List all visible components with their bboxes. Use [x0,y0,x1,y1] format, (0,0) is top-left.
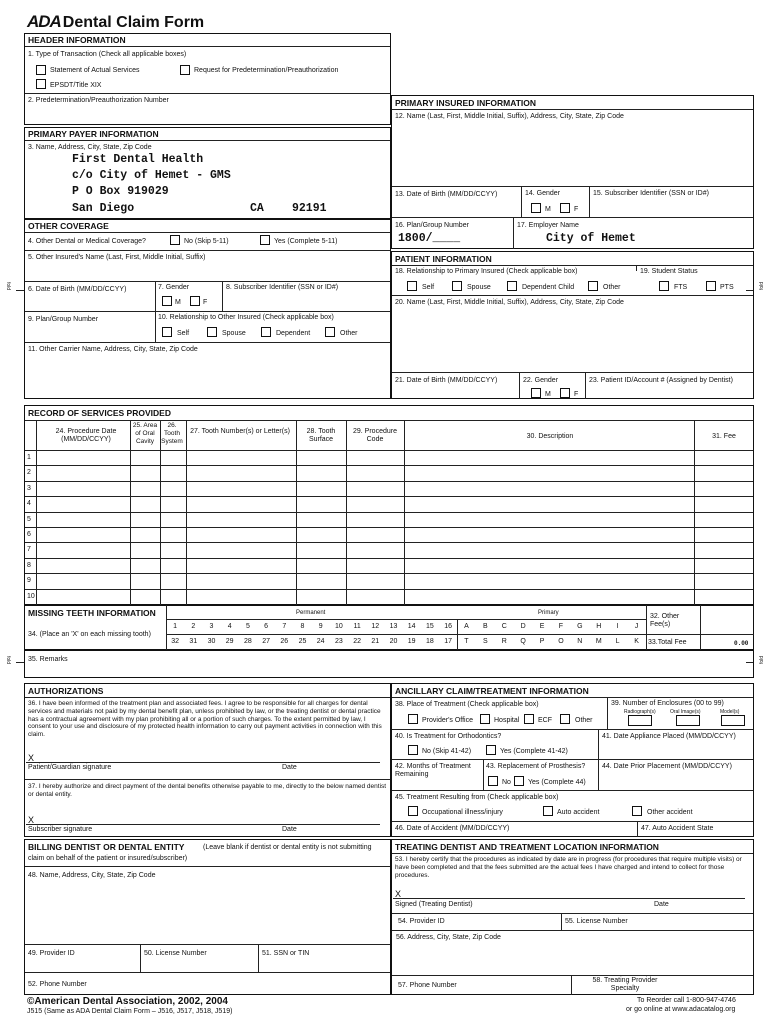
hospital-label: Hospital [494,717,520,724]
employer-name[interactable]: City of Hemet [546,232,636,245]
total-fee-value: 0.00 [734,640,749,647]
service-column-line [694,420,695,605]
field-6-label: 6. Date of Birth (MM/DD/CCYY) [28,286,127,293]
form-title-block [27,12,204,32]
patient-gender-m: M [545,391,551,398]
option-other-coverage-no: No (Skip 5-11) [184,238,229,245]
tooth-cell[interactable]: 12 [371,623,380,630]
checkbox-ecf[interactable] [524,714,534,724]
tooth-cell[interactable]: G [577,623,583,630]
field-45-label: 45. Treatment Resulting from (Check applicable box) [395,794,559,801]
tooth-cell[interactable]: 18 [425,638,434,645]
patient-other: Other [603,284,621,291]
other-gender-f: F [203,299,208,306]
checkbox-actual-services[interactable] [36,65,46,75]
tooth-cell[interactable]: 9 [318,623,323,630]
tooth-cell[interactable]: 24 [316,638,325,645]
field-13-label: 13. Date of Birth (MM/DD/CCYY) [395,191,498,198]
field-15-label: 15. Subscriber Identifier (SSN or ID#) [593,190,709,197]
ortho-no-label: No (Skip 41-42) [422,748,472,755]
treating-sig-x: X [395,889,402,899]
tooth-cell[interactable]: I [616,623,619,630]
tooth-cell[interactable]: 32 [171,638,179,645]
ada-logo: ADA [27,12,61,31]
service-column-line [130,420,131,605]
patient-signature-label: Patient/Guardian signature [28,764,112,771]
patient-date-label: Date [282,764,297,771]
tooth-cell[interactable]: 25 [298,638,307,645]
service-row-number: 1 [27,454,31,461]
rel-dependent: Dependent [276,330,311,337]
service-row-number: 6 [27,531,31,538]
fold-mark-left-top: fold [5,281,12,291]
field-16-label: 16. Plan/Group Number [395,222,469,229]
checkbox-pts[interactable] [706,281,716,291]
tooth-cell[interactable]: 14 [407,623,416,630]
field-7-label: 7. Gender [158,284,190,291]
field-2-label: 2. Predetermination/Preauthorization Number [28,97,169,104]
service-column-line [404,420,405,605]
tooth-cell[interactable]: 23 [334,638,343,645]
reorder-web: or go online at www.adacatalog.org [626,1006,736,1013]
treating-section-title: TREATING DENTIST AND TREATMENT LOCATION INFORMATION [395,842,659,852]
tooth-cell[interactable]: 16 [444,623,452,630]
tooth-cell[interactable]: B [483,623,488,630]
tooth-cell[interactable]: H [596,623,602,630]
rel-self: Self [177,330,190,337]
service-row-number: 2 [27,469,31,477]
tooth-cell[interactable]: 15 [425,623,434,630]
service-row-number: 9 [27,577,31,585]
insured-section-title: PRIMARY INSURED INFORMATION [395,98,537,108]
tooth-cell[interactable]: 31 [189,638,198,645]
service-row-number: 5 [27,515,31,523]
other-coverage-section [24,219,391,399]
checkbox-patient-gender-f[interactable] [560,388,570,398]
prosthesis-no-label: No [502,779,511,786]
field-38-label: 38. Place of Treatment (Check applicable box) [395,701,539,708]
field-46-label: 46. Date of Accident (MM/DD/CCYY) [395,825,510,832]
field-22-label: 22. Gender [523,377,559,384]
tooth-cell[interactable]: 5 [245,623,250,630]
tooth-cell[interactable]: T [464,638,469,645]
checkbox-ortho-no[interactable] [408,745,418,755]
tooth-cell[interactable]: 2 [191,623,196,630]
student-fts: FTS [674,284,688,291]
field-41-label: 41. Date Appliance Placed (MM/DD/CCYY) [602,733,736,740]
service-row-line [25,465,753,466]
subscriber-sig-x: X [28,815,35,825]
field-58-label: 58. Treating Provider Specialty [592,977,658,992]
checkbox-providers-office[interactable] [408,714,418,724]
plan-group-number[interactable]: 1800/____ [398,232,461,245]
checkbox-hospital[interactable] [480,714,490,724]
checkbox-epsdt[interactable] [36,79,46,89]
option-predetermination: Request for Predetermination/Preauthorization [194,67,339,74]
service-row-number: 3 [27,484,31,492]
col-31-header: 31. Fee [712,433,736,440]
service-column-line [296,420,297,605]
tooth-cell[interactable]: 19 [407,638,416,645]
form-title: Dental Claim Form [62,14,205,31]
payer-section-title: PRIMARY PAYER INFORMATION [28,129,159,139]
service-row-line [25,589,753,590]
service-column-line [186,420,187,605]
other-gender-m: M [175,299,181,306]
field-1-label: 1. Type of Transaction (Check all applicable boxes) [28,51,187,58]
patient-spouse: Spouse [467,284,491,291]
enclosures-oral-images-box[interactable] [676,715,700,726]
checkbox-occupational[interactable] [408,806,418,816]
tooth-cell[interactable]: 6 [264,623,269,630]
tooth-cell[interactable]: 20 [389,638,398,645]
tooth-cell[interactable]: S [483,638,488,645]
service-row-number: 4 [27,500,31,508]
reorder-phone: To Reorder call 1-800-947-4746 [637,997,736,1004]
field-11-label: 11. Other Carrier Name, Address, City, State, Zip Code [28,346,198,353]
field-33-label: 33.Total Fee [648,639,687,646]
treating-signature-label: Signed (Treating Dentist) [395,901,473,908]
checkbox-patient-gender-m[interactable] [531,388,541,398]
field-35-label: 35. Remarks [28,656,68,663]
field-17-label: 17. Employer Name [517,222,579,229]
other-accident-label: Other accident [647,809,693,816]
field-36-text: 36. I have been informed of the treatment plan and associated fees. I agree to be responsible for all charges for dental services and materials not paid by my dental benefit plan, unless prohibited by law, or the treating dentist or dental practice has a contractual agreement with my plan prohibiting all or a portion of such charges. To the extent permitted by law, I consent to your use and disclosure of my protected health information to carry out payment activities in connection with this claim. [28,700,382,739]
insured-gender-f: F [574,206,579,213]
option-actual-services: Statement of Actual Services [50,67,140,74]
service-row-line [25,481,753,482]
services-section-title: RECORD OF SERVICES PROVIDED [28,408,171,418]
tooth-cell[interactable]: 22 [353,638,361,645]
patient-self: Self [422,284,435,291]
checkbox-auto-accident[interactable] [543,806,553,816]
option-epsdt: EPSDT/Title XIX [50,82,102,89]
field-49-label: 49. Provider ID [28,950,75,957]
option-other-coverage-yes: Yes (Complete 5-11) [274,238,338,245]
service-column-line [160,420,161,605]
field-48-label: 48. Name, Address, City, State, Zip Code [28,872,156,879]
field-47-label: 47. Auto Accident State [641,825,714,832]
tooth-cell[interactable]: C [501,623,507,630]
other-coverage-title: OTHER COVERAGE [28,221,109,231]
col-28-header: 28. Tooth Surface [306,428,336,443]
field-39-label: 39. Number of Enclosures (00 to 99) [611,700,724,707]
checkbox-other-gender-m[interactable] [162,296,172,306]
service-row-line [25,527,753,528]
treating-date-label: Date [654,901,669,908]
col-27-header: 27. Tooth Number(s) or Letter(s) [190,428,290,435]
checkbox-insured-gender-m[interactable] [531,203,541,213]
col-25-header: 25. Area of Oral Cavity [132,422,158,445]
patient-section-title: PATIENT INFORMATION [395,254,492,264]
service-row-line [25,558,753,559]
tooth-cell[interactable]: M [595,638,602,645]
field-57-label: 57. Phone Number [398,982,457,989]
field-12-label: 12. Name (Last, First, Middle Initial, Suffix), Address, City, State, Zip Code [395,113,624,120]
billing-note: (Leave blank if dentist or dental entity is not submitting [203,844,372,851]
tooth-cell[interactable]: L [615,638,620,645]
tooth-cell[interactable]: 27 [262,638,270,645]
checkbox-prosthesis-yes[interactable] [514,776,524,786]
checkbox-prosthesis-no[interactable] [488,776,498,786]
primary-label: Primary [538,610,559,616]
checkbox-predetermination[interactable] [180,65,190,75]
col-29-header: 29. Procedure Code [353,428,397,443]
service-row-line [25,512,753,513]
tooth-cell[interactable]: R [501,638,507,645]
payer-city[interactable]: San Diego [72,202,135,215]
ancillary-section-title: ANCILLARY CLAIM/TREATMENT INFORMATION [395,686,589,696]
field-40-label: 40. Is Treatment for Orthodontics? [395,733,502,740]
service-row-number: 10 [27,592,35,600]
auto-accident-label: Auto accident [557,809,600,816]
payer-address-line2[interactable]: c/o City of Hemet - GMS [72,169,231,182]
field-20-label: 20. Name (Last, First, Middle Initial, Suffix), Address, City, State, Zip Code [395,299,624,306]
field-10-label: 10. Relationship to Other Insured (Check applicable box) [158,314,334,321]
catalog-note: J515 (Same as ADA Dental Claim Form – J516, J517, J518, J519) [27,1008,233,1015]
field-14-label: 14. Gender [525,190,561,197]
enclosures-radiographs-box[interactable] [628,715,652,726]
prosthesis-yes-label: Yes (Complete 44) [528,779,586,786]
subscriber-date-label: Date [282,826,297,833]
field-19-label: 19. Student Status [640,268,698,275]
billing-note-2: claim on behalf of the patient or insured/subscriber) [28,855,188,862]
field-8-label: 8. Subscriber Identifier (SSN or ID#) [226,284,339,291]
missing-teeth-title: MISSING TEETH INFORMATION [28,608,156,618]
tooth-cell[interactable]: 3 [209,623,214,630]
insured-gender-m: M [545,206,551,213]
tooth-cell[interactable]: 10 [334,623,343,630]
field-4-label: 4. Other Dental or Medical Coverage? [28,238,146,245]
tooth-cell[interactable]: A [464,623,469,630]
rel-other: Other [340,330,358,337]
field-32-label: 32. Other Fee(s) [650,613,680,628]
tooth-cell[interactable]: 11 [353,623,361,630]
field-55-label: 55. License Number [565,918,628,925]
checkbox-rel-self[interactable] [162,327,172,337]
tooth-cell[interactable]: K [634,638,639,645]
fold-mark-right-top: fold [759,281,766,291]
subscriber-signature-label: Subscriber signature [28,826,93,833]
field-53-text: 53. I hereby certify that the procedures as indicated by date are in progress (for procedures that require multiple visits) or have been completed and that the fees submitted are the actual fees I have charged and intend to collect for those procedures. [395,856,742,879]
payer-zip[interactable]: 92191 [292,202,327,215]
checkbox-patient-dependent[interactable] [507,281,517,291]
field-51-label: 51. SSN or TIN [262,950,310,957]
field-43-label: 43. Replacement of Prosthesis? [486,763,586,770]
tooth-cell[interactable]: N [577,638,583,645]
field-56-label: 56. Address, City, State, Zip Code [396,934,501,941]
radiographs-label: Radiograph(s) [624,709,656,715]
tooth-cell[interactable]: 28 [243,638,252,645]
patient-dependent: Dependent Child [522,284,575,291]
tooth-cell[interactable]: Q [520,638,526,645]
tooth-cell[interactable]: O [558,638,564,645]
fold-mark-right-bottom: fold [759,655,766,665]
tooth-cell[interactable]: 30 [207,638,216,645]
occupational-label: Occupational illness/injury [422,809,503,816]
col-26-header: 26. Tooth System [161,422,183,445]
checkbox-patient-other[interactable] [588,281,598,291]
place-other-label: Other [575,717,593,724]
patient-gender-f: F [574,391,579,398]
copyright: ©American Dental Association, 2002, 2004 [27,996,228,1007]
service-row-line [25,573,753,574]
col-24-header: 24. Procedure Date (MM/DD/CCYY) [55,428,117,443]
field-34-label: 34. (Place an 'X' on each missing tooth) [28,631,151,638]
field-9-label: 9. Plan/Group Number [28,316,99,323]
rel-spouse: Spouse [222,330,246,337]
service-row-number: 8 [27,561,31,569]
tooth-cell[interactable]: 1 [173,623,178,630]
tooth-cell[interactable]: 21 [371,638,380,645]
checkbox-rel-dependent[interactable] [261,327,271,337]
field-18-label: 18. Relationship to Primary Insured (Check applicable box) [395,268,578,275]
field-50-label: 50. License Number [144,950,207,957]
field-5-label: 5. Other Insured's Name (Last, First, Middle Initial, Suffix) [28,254,206,261]
service-column-line [346,420,347,605]
tooth-cell[interactable]: 17 [444,638,452,645]
field-52-label: 52. Phone Number [28,981,87,988]
checkbox-place-other[interactable] [560,714,570,724]
checkbox-rel-spouse[interactable] [207,327,217,337]
checkbox-other-accident[interactable] [632,806,642,816]
remarks-section [24,650,754,678]
field-37-text: 37. I hereby authorize and direct payment of the dental benefits otherwise payable to me, directly to the below named dentist or dental entity. [28,783,387,798]
col-30-header: 30. Description [526,433,574,440]
checkbox-other-coverage-no[interactable] [170,235,180,245]
enclosures-models-box[interactable] [721,715,745,726]
oral-images-label: Oral Image(s) [670,709,701,715]
ortho-yes-label: Yes (Complete 41-42) [500,748,568,755]
service-row-line [25,496,753,497]
checkbox-ortho-yes[interactable] [486,745,496,755]
tooth-cell[interactable]: 26 [280,638,289,645]
payer-state[interactable]: CA [250,202,264,215]
checkbox-patient-spouse[interactable] [452,281,462,291]
tooth-cell[interactable]: D [520,623,526,630]
providers-office-label: Provider's Office [422,717,474,724]
header-section-title: HEADER INFORMATION [28,35,126,45]
field-44-label: 44. Date Prior Placement (MM/DD/CCYY) [602,763,732,770]
checkbox-fts[interactable] [659,281,669,291]
models-label: Model(s) [720,709,740,715]
service-row-number: 7 [27,546,31,554]
tooth-cell[interactable]: E [539,623,545,630]
tooth-cell[interactable]: 13 [389,623,398,630]
student-pts: PTS [720,284,734,291]
payer-address-line3[interactable]: P O Box 919029 [72,185,169,198]
tooth-cell[interactable]: 29 [225,638,234,645]
billing-section-title: BILLING DENTIST OR DENTAL ENTITY [28,842,185,852]
tooth-cell[interactable]: 7 [282,623,287,630]
payer-name[interactable]: First Dental Health [72,153,204,166]
tooth-cell[interactable]: 4 [227,623,232,630]
tooth-cell[interactable]: 8 [300,623,305,630]
checkbox-other-coverage-yes[interactable] [260,235,270,245]
auth-section-title: AUTHORIZATIONS [28,686,104,696]
service-row-line [25,542,753,543]
tooth-cell[interactable]: J [634,623,639,630]
checkbox-other-gender-f[interactable] [190,296,200,306]
field-21-label: 21. Date of Birth (MM/DD/CCYY) [395,377,498,384]
permanent-label: Permanent [296,610,326,616]
fold-mark-left-bottom: fold [5,655,12,665]
tooth-cell[interactable]: F [558,623,564,630]
service-column-line [36,420,37,605]
checkbox-rel-other[interactable] [325,327,335,337]
field-42-label: 42. Months of Treatment Remaining [395,763,471,778]
ecf-label: ECF [538,717,552,724]
field-3-label: 3. Name, Address, City, State, Zip Code [28,144,152,151]
patient-sig-x: X [28,753,35,763]
checkbox-insured-gender-f[interactable] [560,203,570,213]
field-23-label: 23. Patient ID/Account # (Assigned by Dentist) [589,377,733,384]
tooth-cell[interactable]: P [539,638,545,645]
field-54-label: 54. Provider ID [398,918,445,925]
checkbox-patient-self[interactable] [407,281,417,291]
